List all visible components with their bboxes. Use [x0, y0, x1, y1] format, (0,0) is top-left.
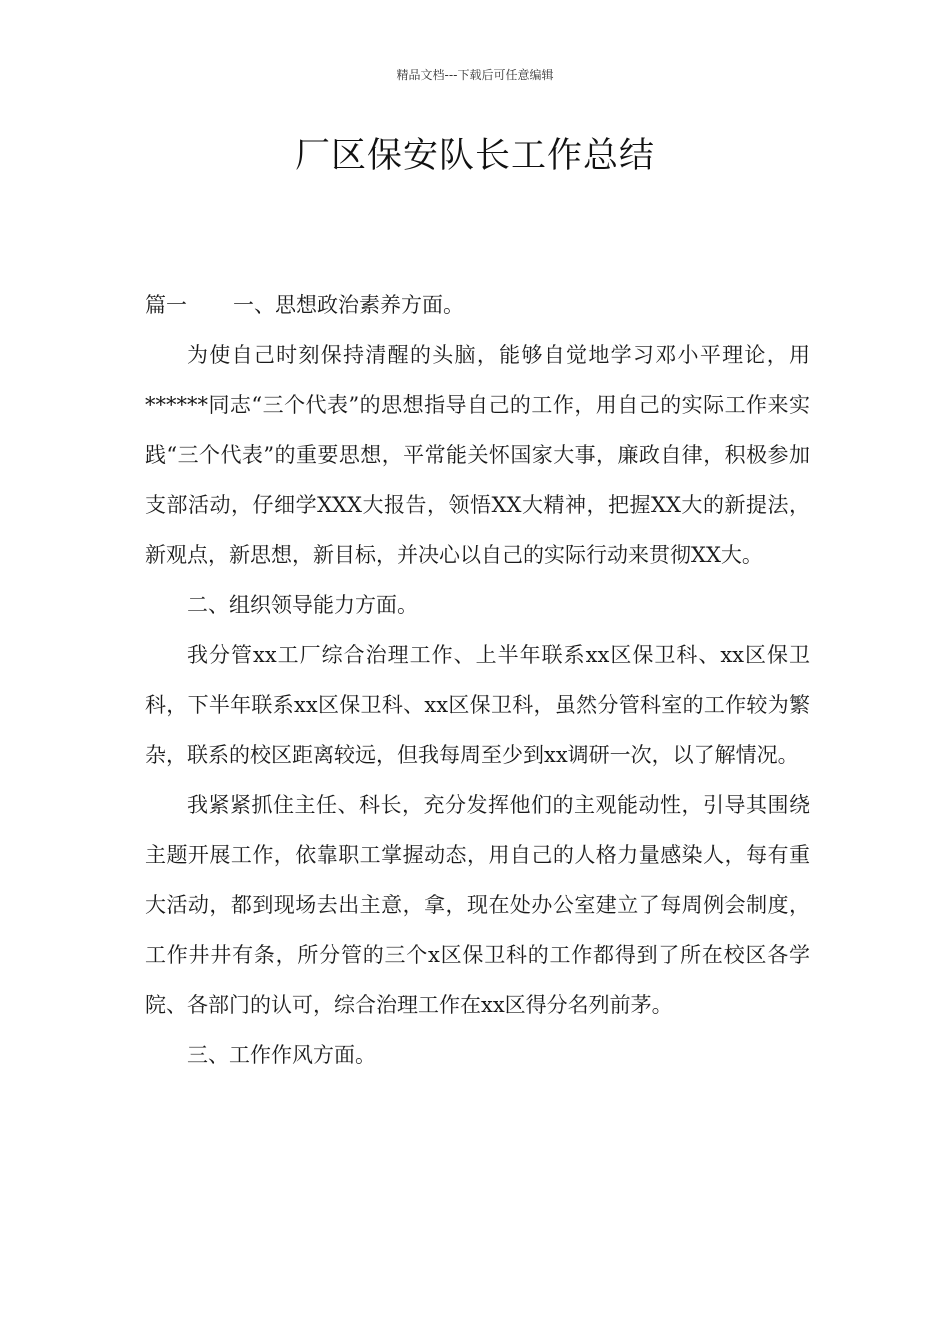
paragraph: 我分管xx工厂综合治理工作、上半年联系xx区保卫科、xx区保卫科，下半年联系xx区保卫科、xx区保卫科，虽然分管科室的工作较为繁杂，联系的校区距离较远，但我每周至少到xx调研一次，以了解情况。 — [145, 643, 810, 767]
part-label: 篇一 — [145, 293, 187, 317]
paragraph: 为使自己时刻保持清醒的头脑，能够自觉地学习邓小平理论，用******同志“三个代表”的思想指导自己的工作，用自己的实际工作来实践“三个代表”的重要思想，平常能关怀国家大事，廉政自律，积极参加支部活动，仔细学XXX大报告，领悟XX大精神，把握XX大的新提法，新观点，新思想，新目标，并决心以自己的实际行动来贯彻XX大。 — [145, 343, 810, 567]
document-title: 厂区保安队长工作总结 — [294, 136, 655, 176]
section-heading-text: 一、思想政治素养方面。 — [233, 293, 464, 317]
document-body — [145, 280, 810, 1080]
header-note: 精品文档---下载后可任意编辑 — [396, 68, 554, 82]
paragraph: 我紧紧抓住主任、科长，充分发挥他们的主观能动性，引导其围绕主题开展工作，依靠职工掌握动态，用自己的人格力量感染人，每有重大活动，都到现场去出主意，拿，现在处办公室建立了每周例会制度，工作井井有条，所分管的三个x区保卫科的工作都得到了所在校区各学院、各部门的认可，综合治理工作在xx区得分名列前茅。 — [145, 793, 810, 1017]
section-heading-1 — [145, 280, 810, 330]
section-heading-2: 二、组织领导能力方面。 — [187, 593, 418, 617]
section-heading-3: 三、工作作风方面。 — [187, 1043, 376, 1067]
